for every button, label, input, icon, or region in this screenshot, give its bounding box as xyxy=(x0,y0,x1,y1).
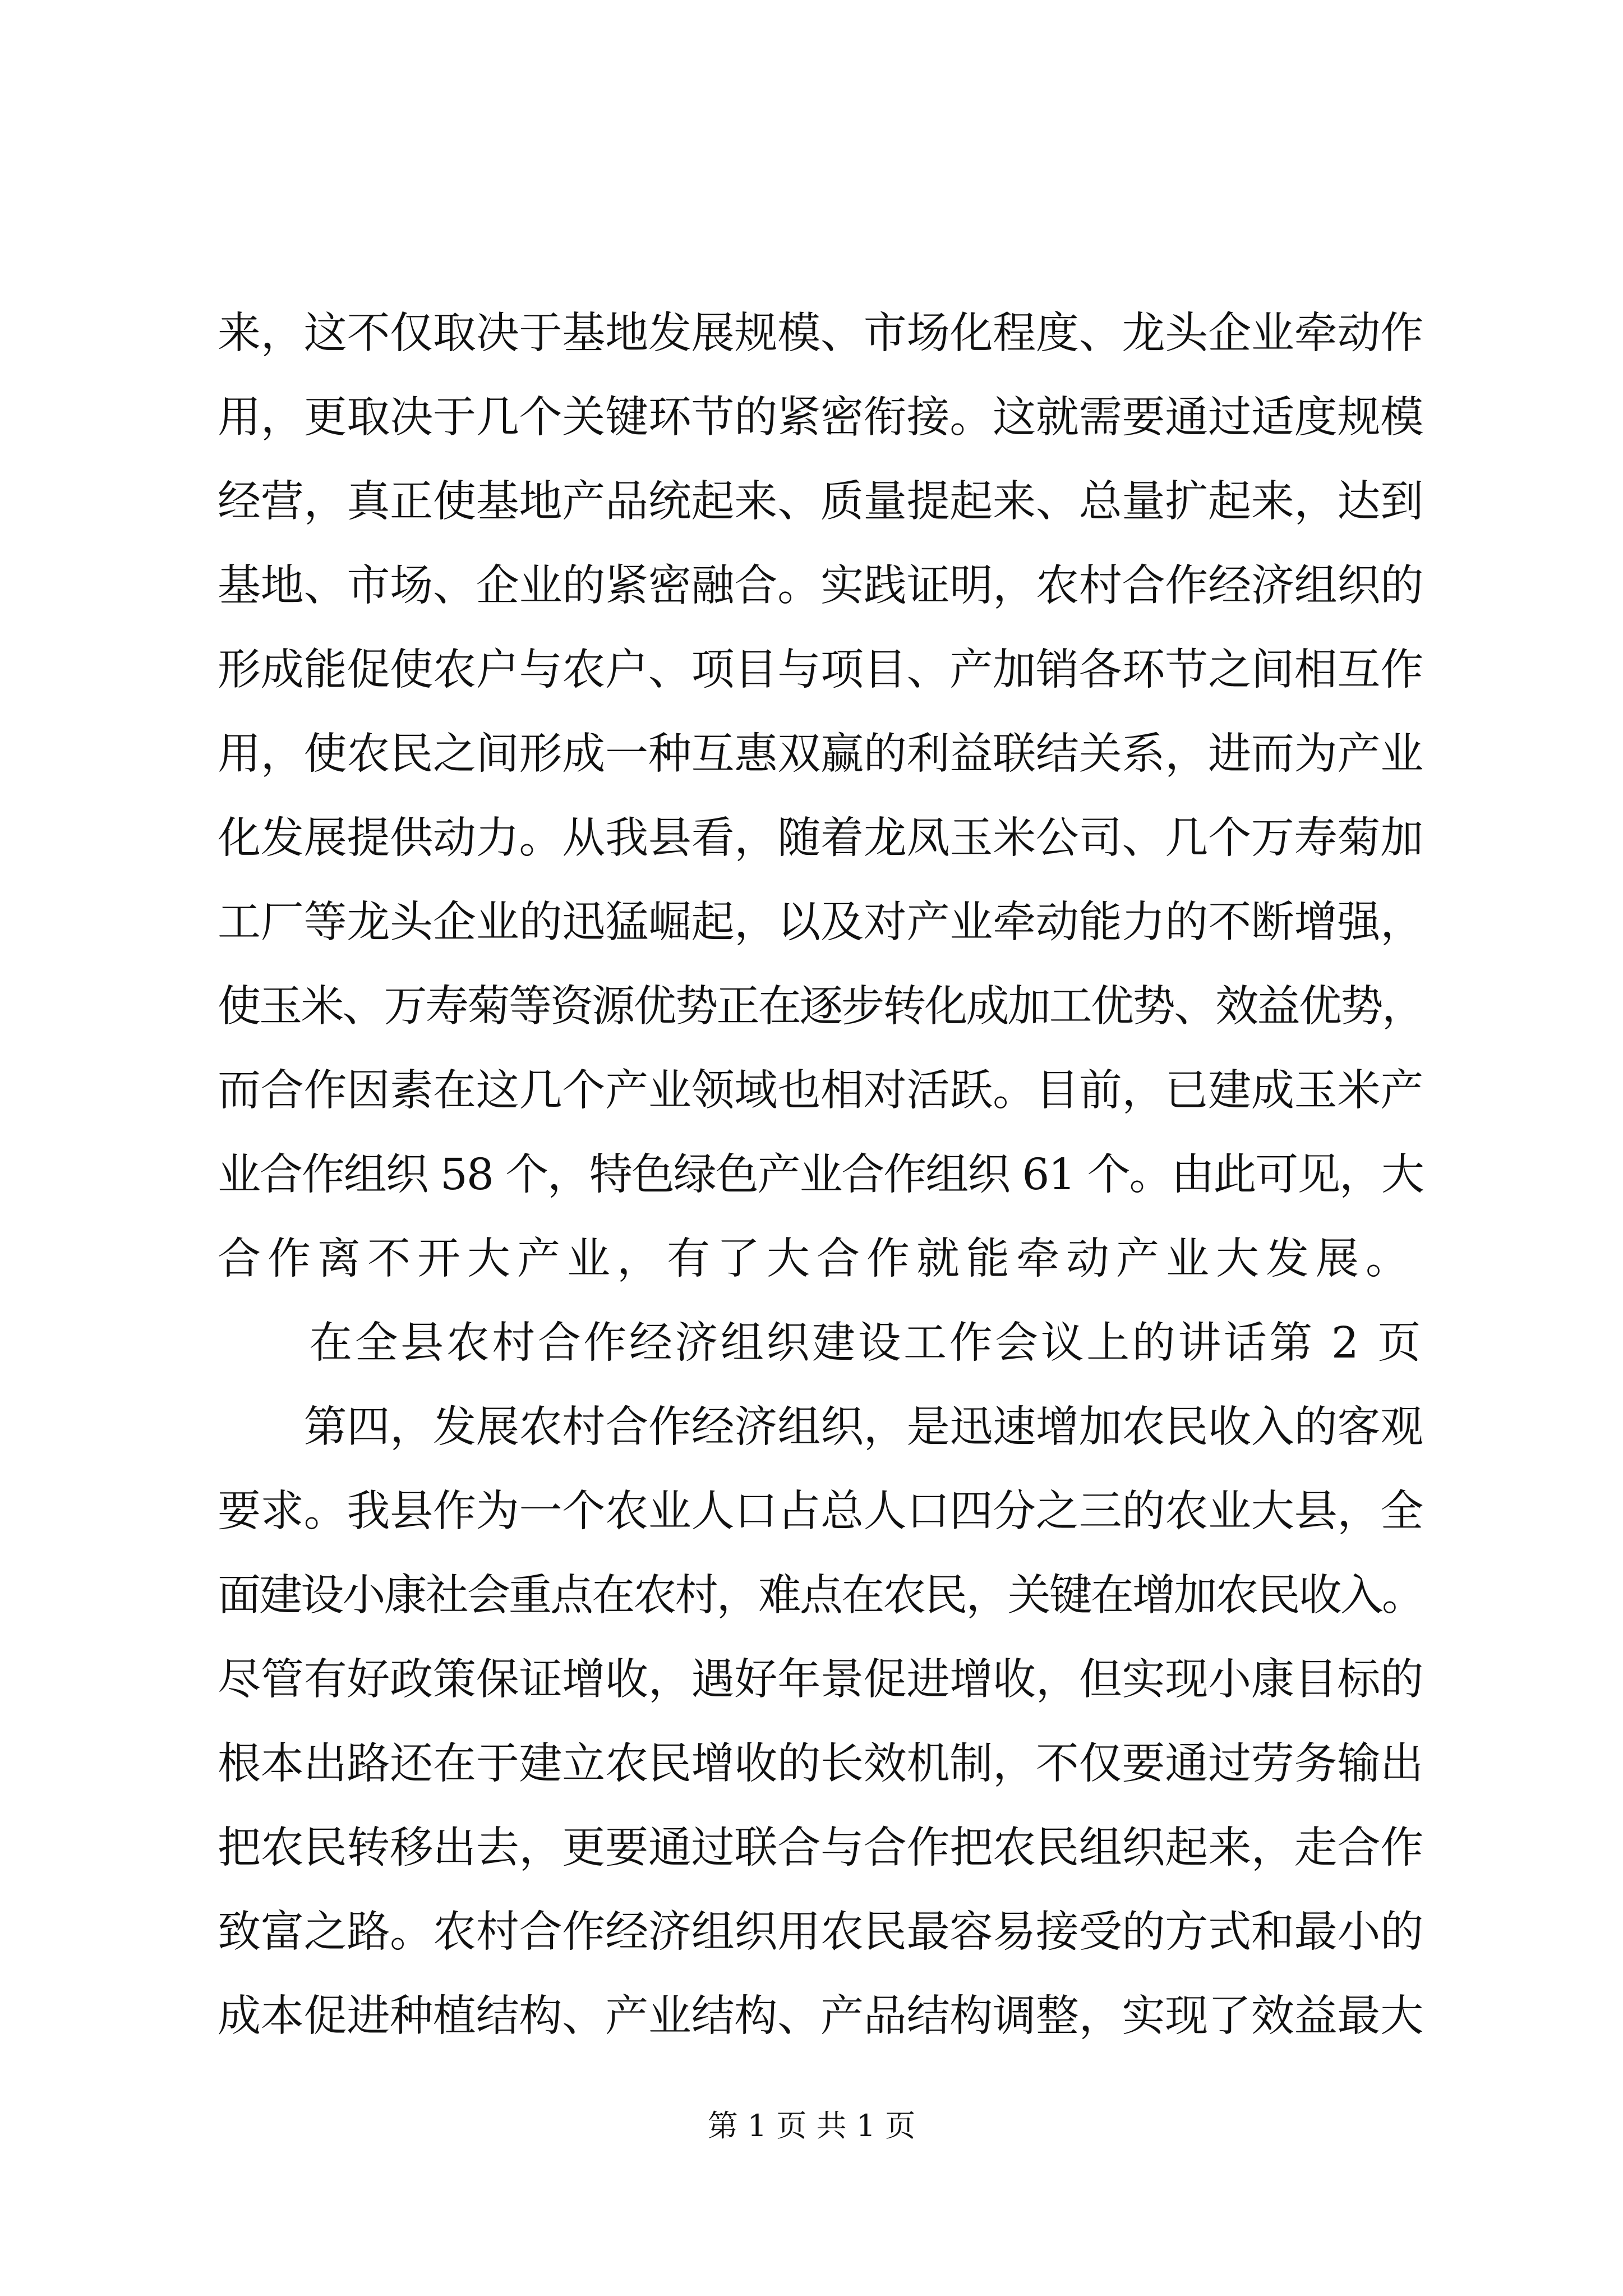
text-line: 基地、市场、企业的紧密融合。实践证明，农村合作经济组织的 xyxy=(218,561,1423,611)
text-line: 经营，真正使基地产品统起来、质量提起来、总量扩起来，达到 xyxy=(218,477,1423,527)
text-line: 化发展提供动力。从我县看，随着龙凤玉米公司、几个万寿菊加 xyxy=(218,813,1423,863)
text-line: 工厂等龙头企业的迅猛崛起，以及对产业牵动能力的不断增强， xyxy=(218,898,1423,947)
text-line: 来，这不仅取决于基地发展规模、市场化程度、龙头企业牵动作 xyxy=(218,309,1423,358)
text-line: 合作离不开大产业，有了大合作就能牵动产业大发展。 xyxy=(218,1234,1415,1284)
text-line: 面建设小康社会重点在农村，难点在农民，关键在增加农民收入。 xyxy=(218,1571,1423,1621)
text-line: 形成能促使农户与农户、项目与项目、产加销各环节之间相互作 xyxy=(218,645,1423,695)
text-line: 把农民转移出去，更要通过联合与合作把农民组织起来，走合作 xyxy=(218,1823,1423,1873)
text-line: 致富之路。农村合作经济组织用农民最容易接受的方式和最小的 xyxy=(218,1907,1423,1957)
text-line: 尽管有好政策保证增收，遇好年景促进增收，但实现小康目标的 xyxy=(218,1655,1423,1705)
section-heading-line: 在全县农村合作经济组织建设工作会议上的讲话第 2 页 xyxy=(218,1318,1423,1368)
text-line: 用，使农民之间形成一种互惠双赢的利益联结关系，进而为产业 xyxy=(218,729,1423,779)
text-line: 成本促进种植结构、产业结构、产品结构调整，实现了效益最大 xyxy=(218,1991,1423,2041)
text-line: 业合作组织 58 个，特色绿色产业合作组织 61 个。由此可见，大 xyxy=(218,1150,1423,1200)
text-line: 而合作因素在这几个产业领域也相对活跃。目前，已建成玉米产 xyxy=(218,1066,1423,1116)
text-line: 使玉米、万寿菊等资源优势正在逐步转化成加工优势、效益优势， xyxy=(218,982,1423,1032)
paragraph-start-line: 第四，发展农村合作经济组织，是迅速增加农民收入的客观 xyxy=(218,1402,1423,1452)
text-line: 用，更取决于几个关键环节的紧密衔接。这就需要通过适度规模 xyxy=(218,393,1423,443)
text-line: 根本出路还在于建立农民增收的长效机制，不仅要通过劳务输出 xyxy=(218,1739,1423,1789)
page-footer: 第 1 页 共 1 页 xyxy=(707,2108,916,2143)
text-line: 要求。我县作为一个农业人口占总人口四分之三的农业大县，全 xyxy=(218,1487,1423,1536)
